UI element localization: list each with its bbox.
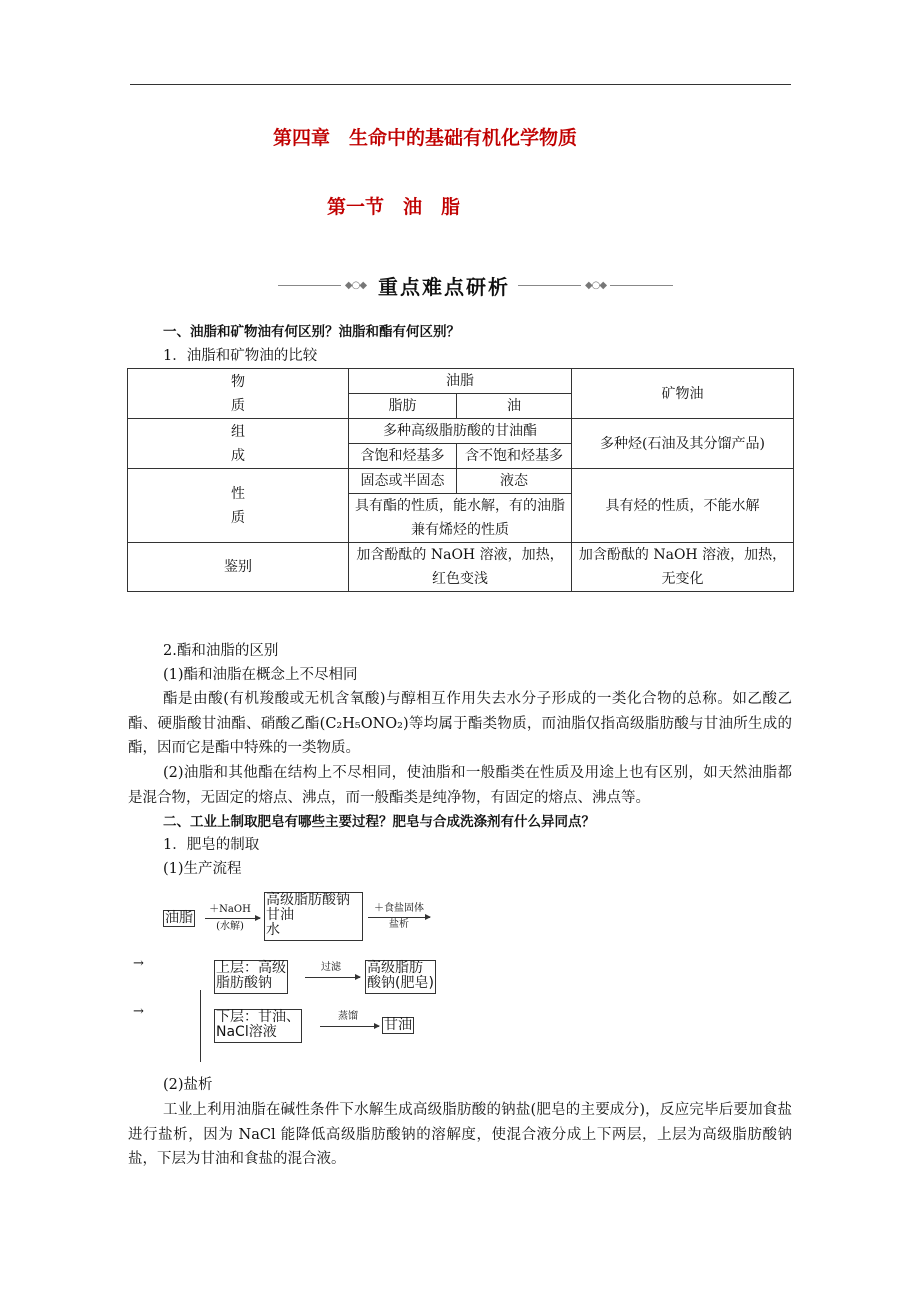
flow-start: 油脂 [165, 910, 193, 926]
cell: 固态或半固态 [349, 469, 457, 494]
chapter-title: 第四章 生命中的基础有机化学物质 [273, 127, 578, 149]
cell: 多种高级脂肪酸的甘油酯 [349, 419, 572, 444]
cell: 具有烃的性质，不能水解 [572, 469, 794, 543]
header-fat: 油脂 [349, 369, 572, 394]
flow-label: ＋NaOH [209, 904, 251, 915]
flow-upper-layer: 上层：高级 脂肪酸钠 [214, 960, 288, 994]
flow-label: ＋食盐固体 [374, 903, 424, 914]
flow-label: 蒸馏 [338, 1011, 358, 1022]
ornament-icon: ◆○◆ [584, 279, 607, 291]
arrow-icon [205, 918, 260, 919]
subheading: (1)生产流程 [163, 861, 242, 877]
subheading: (1)酯和油脂在概念上不尽相同 [163, 667, 358, 683]
subheading: (2)盐析 [163, 1077, 213, 1093]
question-heading: 二、工业上制取肥皂有哪些主要过程？肥皂与合成洗涤剂有什么异同点？ [163, 814, 595, 830]
arrow-icon [305, 977, 360, 978]
flow-mixture: 高级脂肪酸钠 甘油 水 [264, 892, 363, 941]
flow-label: 过滤 [321, 962, 341, 973]
flow-label: (水解) [216, 921, 244, 932]
cell: 含不饱和烃基多 [457, 444, 572, 469]
arrow-icon: → [133, 1004, 144, 1019]
flow-soap: 高级脂肪 酸钠(肥皂) [365, 960, 436, 994]
cell: 加含酚酞的 NaOH 溶液，加热，无变化 [572, 543, 794, 592]
row-composition: 组 成 [128, 419, 349, 469]
comparison-table [127, 368, 794, 592]
paragraph: (2)油脂和其他酯在结构上不尽相同，使油脂和一般酯类在性质及用途上也有区别，如天然油脂都是混合物，无固定的熔点、沸点，而一般酯类是纯净物，有固定的熔点、沸点等。 [128, 765, 792, 806]
paragraph: 酯是由酸(有机羧酸或无机含氧酸)与醇相互作用失去水分子形成的一类化合物的总称。如乙酸乙酯、硬脂酸甘油酯、硝酸乙酯(C₂H₅ONO₂)等均属于酯类物质，而油脂仅指高级脂肪酸与甘油所生成的酯，因而它是酯中特殊的一类物质。 [128, 691, 792, 756]
section-banner [278, 270, 673, 300]
header-mineral: 矿物油 [572, 369, 794, 419]
subheading: 2.酯和油脂的区别 [163, 643, 279, 659]
cell: 具有酯的性质，能水解，有的油脂兼有烯烃的性质 [349, 494, 572, 543]
header-solidfat: 脂肪 [349, 394, 457, 419]
cell: 加含酚酞的 NaOH 溶液，加热，红色变浅 [349, 543, 572, 592]
cell: 含饱和烃基多 [349, 444, 457, 469]
arrow-icon: → [133, 956, 144, 971]
banner-title: 重点难点研析 [378, 274, 511, 299]
row-identification: 鉴别 [128, 543, 349, 592]
header-oil: 油 [457, 394, 572, 419]
arrow-icon [320, 1026, 379, 1027]
subheading: 1．油脂和矿物油的比较 [163, 348, 318, 364]
paragraph: 工业上利用油脂在碱性条件下水解生成高级脂肪酸的钠盐(肥皂的主要成分)，反应完毕后要加食盐进行盐析，因为 NaCl 能降低高级脂肪酸钠的溶解度，使混合液分成上下两层，上层为高级脂肪酸钠盐，下层为甘油和食盐的混合液。 [128, 1102, 792, 1167]
flow-label: 盐析 [389, 919, 409, 930]
section-title: 第一节 油 脂 [327, 196, 461, 218]
flow-glycerol: 甘油 [384, 1017, 412, 1033]
subheading: 1．肥皂的制取 [163, 837, 260, 853]
flow-lower-layer: 下层：甘油、 NaCl溶液 [214, 1009, 302, 1043]
bracket-line [200, 990, 201, 1062]
cell: 液态 [457, 469, 572, 494]
row-properties: 性 质 [128, 469, 349, 543]
question-heading: 一、油脂和矿物油有何区别？油脂和酯有何区别？ [163, 324, 460, 340]
header-rule [130, 84, 791, 85]
arrow-icon [368, 917, 430, 918]
cell: 多种烃(石油及其分馏产品) [572, 419, 794, 469]
ornament-icon: ◆○◆ [344, 279, 367, 291]
header-substance: 物 质 [128, 369, 349, 419]
